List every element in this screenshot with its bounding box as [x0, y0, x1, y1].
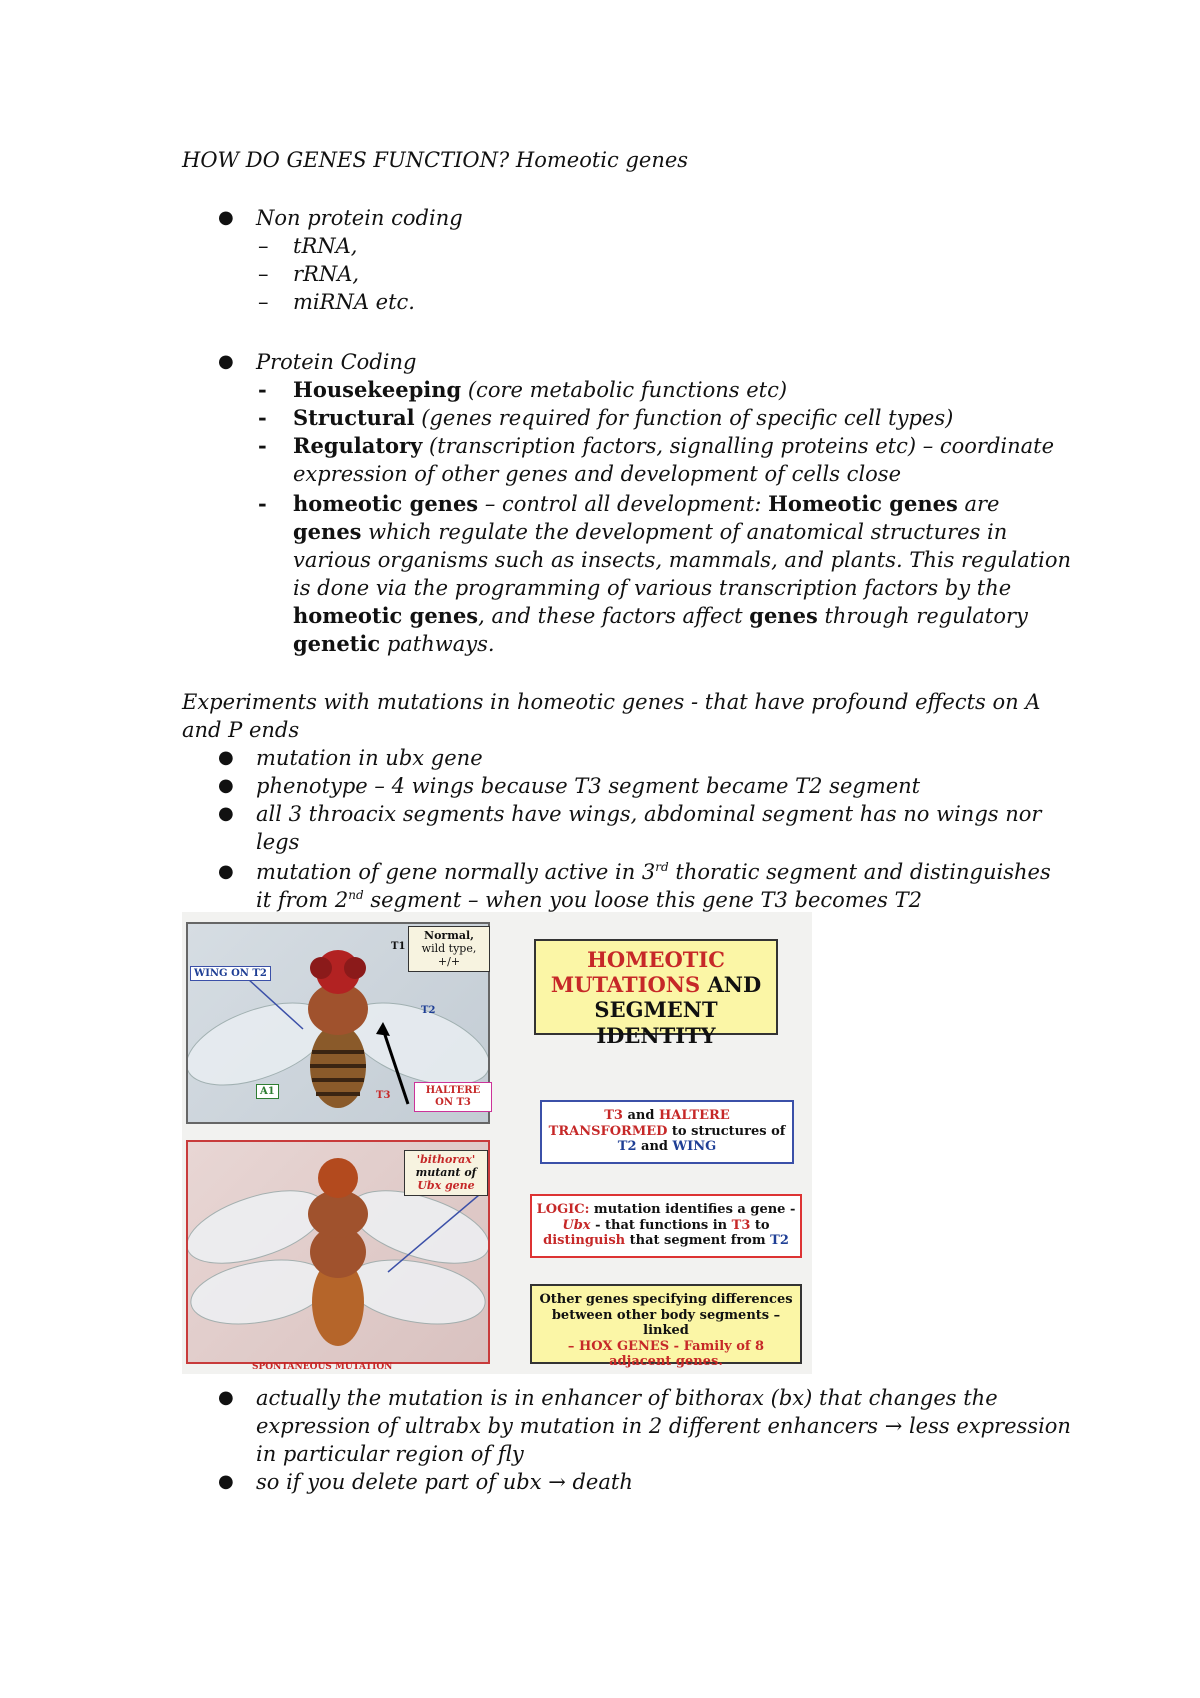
dash-icon: - [258, 491, 267, 516]
homeotic-line-2: genes which regulate the development of anatomical structures in [293, 519, 1008, 544]
experiments-line-1: Experiments with mutations in homeotic genes - that have profound effects on A [182, 690, 1041, 714]
figure-title-box: HOMEOTIC MUTATIONS AND SEGMENT IDENTITY [534, 939, 778, 1035]
bullet-icon: ● [218, 747, 234, 768]
homeotic-line-4: is done via the programming of various transcription factors by the [293, 576, 1012, 600]
dash-icon: – [258, 234, 269, 258]
t3-label: T3 [376, 1090, 391, 1101]
bullet-icon: ● [218, 775, 234, 796]
experiments-line-2: and P ends [182, 718, 300, 742]
regulatory-line-2: expression of other genes and development of cells close [293, 462, 902, 486]
normal-wild-type-label: Normal, wild type, +/+ [408, 926, 490, 972]
homeotic-line-3: various organisms such as insects, mammals, and plants. This regulation [293, 548, 1072, 572]
homeotic-mutations-figure [182, 912, 812, 1374]
bullet-icon: ● [218, 1387, 234, 1408]
regulatory-line: Regulatory (transcription factors, signalling proteins etc) – coordinate [293, 433, 1055, 458]
dash-icon: - [258, 377, 267, 402]
list-item: so if you delete part of ubx → death [256, 1470, 633, 1494]
logic-box: LOGIC: mutation identifies a gene - Ubx - that functions in T3 to distinguish that segment from T2 [530, 1194, 802, 1258]
heading: HOW DO GENES FUNCTION? Homeotic genes [182, 148, 689, 172]
structural-line: Structural (genes required for function of specific cell types) [293, 405, 954, 430]
transformed-box: T3 and HALTERE TRANSFORMED to structures of T2 and WING [540, 1100, 794, 1164]
list-item: actually the mutation is in enhancer of bithorax (bx) that changes the [256, 1386, 998, 1410]
bithorax-label: 'bithorax' mutant of Ubx gene [404, 1150, 488, 1196]
homeotic-line-6: genetic pathways. [293, 631, 495, 656]
dash-icon: - [258, 433, 267, 458]
t1-label: T1 [391, 941, 406, 952]
list-item-cont: legs [256, 830, 300, 854]
housekeeping-line: Housekeeping (core metabolic functions etc) [293, 377, 788, 402]
dash-icon: – [258, 290, 269, 314]
bullet-icon: ● [218, 861, 234, 882]
t2-label: T2 [421, 1005, 436, 1016]
non-protein-label: Non protein coding [256, 206, 463, 230]
list-item: miRNA etc. [293, 290, 415, 314]
wing-on-t2-label: WING ON T2 [190, 966, 271, 981]
bullet-icon: ● [218, 351, 234, 372]
haltere-on-t3-label: HALTERE ON T3 [414, 1082, 492, 1112]
a1-label: A1 [256, 1084, 279, 1099]
homeotic-line-1: homeotic genes – control all development: Homeotic genes are [293, 491, 1000, 516]
bullet-icon: ● [218, 803, 234, 824]
hox-genes-box: Other genes specifying differences between other body segments – linked – HOX GENES - Family of 8 adjacent genes. [530, 1284, 802, 1364]
list-item-cont: it from 2nd segment – when you loose this gene T3 becomes T2 [256, 888, 922, 912]
list-item: phenotype – 4 wings because T3 segment became T2 segment [256, 774, 921, 798]
list-item: all 3 throacix segments have wings, abdominal segment has no wings nor [256, 802, 1042, 826]
dash-icon: - [258, 405, 267, 430]
dash-icon: – [258, 262, 269, 286]
homeotic-line-5: homeotic genes, and these factors affect genes through regulatory [293, 603, 1028, 628]
spontaneous-mutation-caption: SPONTANEOUS MUTATION [252, 1362, 393, 1372]
protein-label: Protein Coding [256, 350, 417, 374]
list-item: mutation of gene normally active in 3rd thoratic segment and distinguishes [256, 860, 1051, 884]
bullet-icon: ● [218, 1471, 234, 1492]
list-item-cont: expression of ultrabx by mutation in 2 different enhancers → less expression [256, 1414, 1071, 1438]
list-item: mutation in ubx gene [256, 746, 483, 770]
list-item-cont: in particular region of fly [256, 1442, 524, 1466]
list-item: rRNA, [293, 262, 360, 286]
bullet-icon: ● [218, 207, 234, 228]
list-item: tRNA, [293, 234, 358, 258]
